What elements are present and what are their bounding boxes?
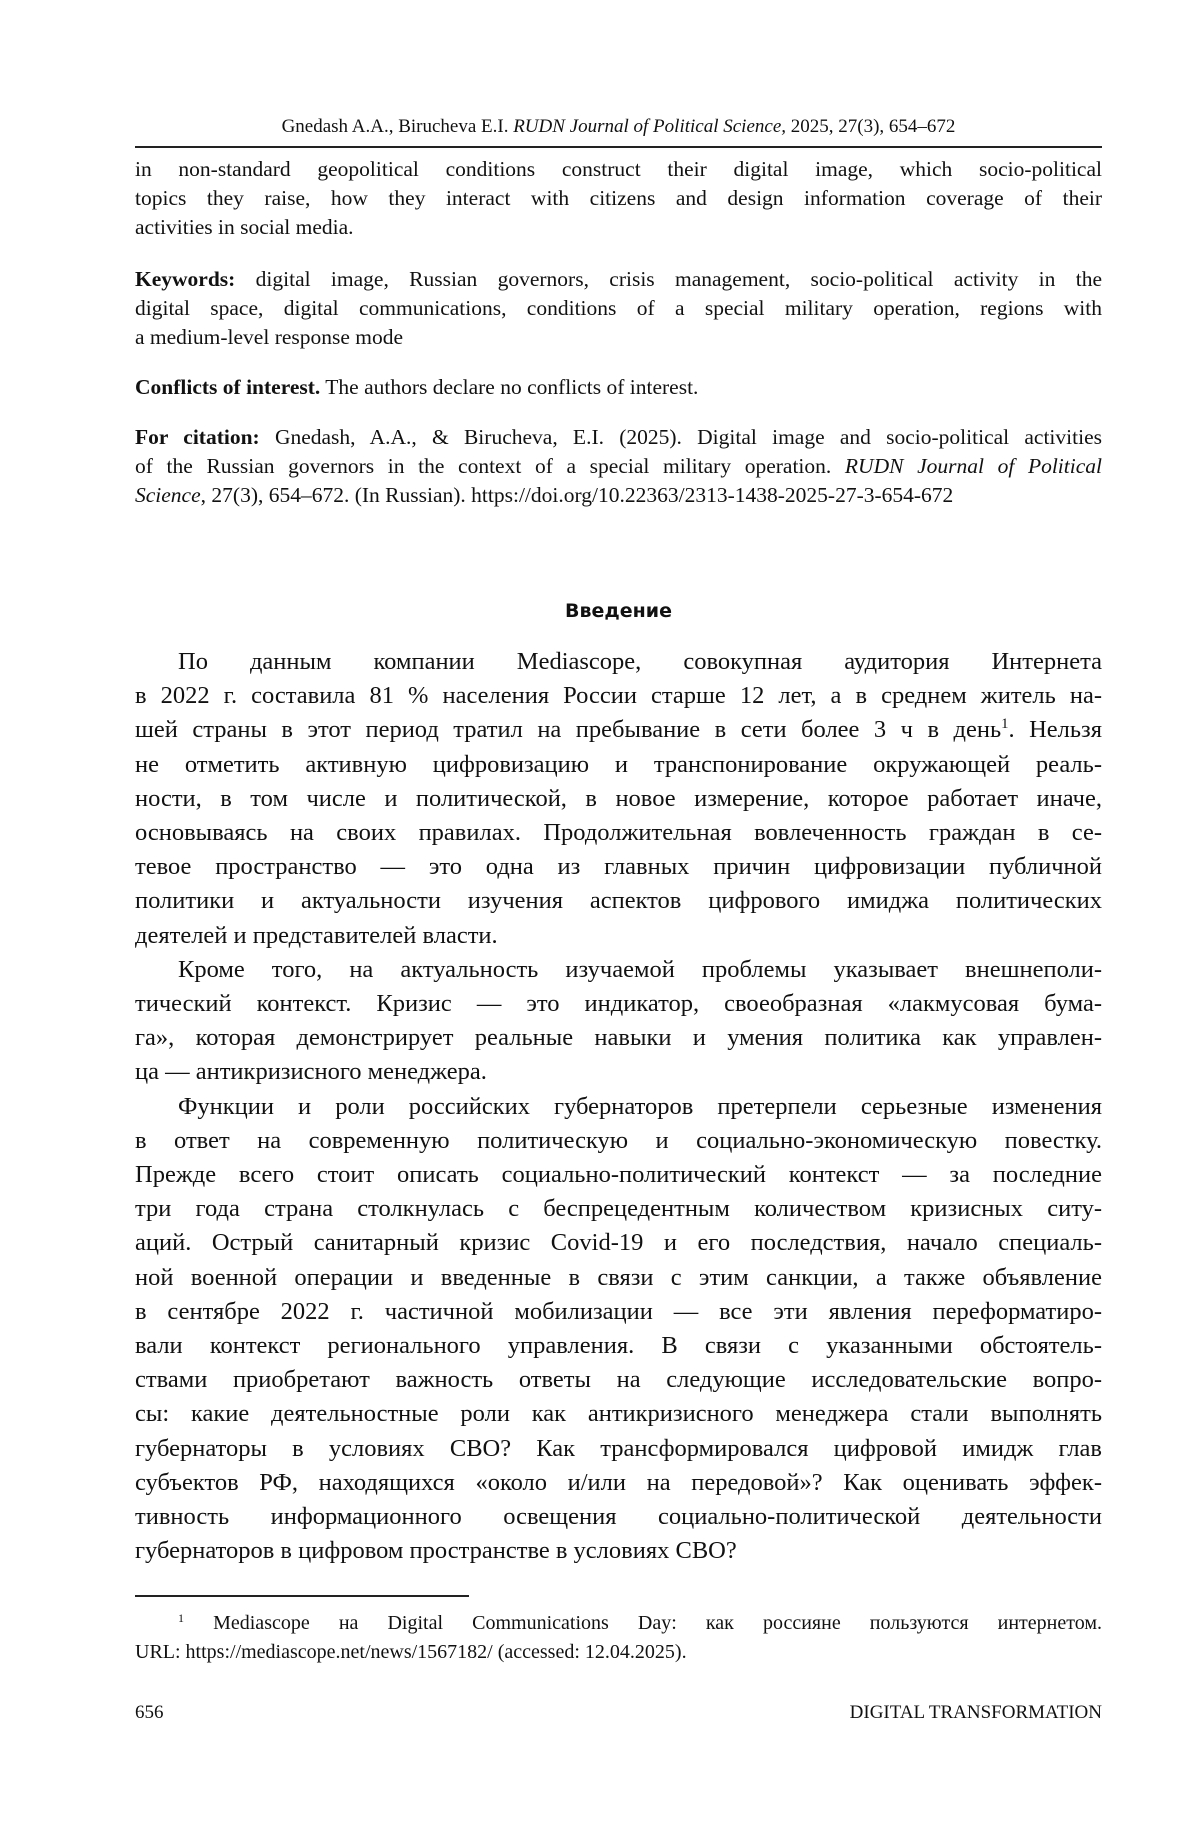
text-line [135,452,1102,481]
running-head [135,114,1102,140]
text-line [135,1329,1102,1363]
running-head-authors: Gnedash A.A., Birucheva E.I. [282,116,514,137]
text-run: digital space, digital communications, conditions of a special military operation, regions with [135,296,1102,320]
text-line [135,1432,1102,1466]
paragraph [135,645,1102,953]
abstract-continuation [135,155,1102,242]
text-line [135,987,1102,1021]
text-run: не отметить активную цифровизацию и транспонирование окружающей реаль- [135,751,1102,778]
text-line [135,850,1102,884]
text-line [135,645,1102,679]
text-run: ствами приобретают важность ответы на следующие исследовательские вопро- [135,1366,1102,1393]
keywords [135,265,1102,352]
footnote-marker: 1 [178,1611,184,1625]
text-line [135,1295,1102,1329]
text-run: ца — антикризисного менеджера. [135,1058,487,1085]
text-run: . Нельзя [1008,716,1102,743]
text-run: в сентябре 2022 г. частичной мобилизации — все эти явления переформатиро- [135,1298,1102,1325]
text-line [135,1226,1102,1260]
text-line [135,1534,1102,1568]
running-head-journal: RUDN Journal of Political Science, [513,116,786,137]
text-run: of the Russian governors in the context of a special military operation. [135,454,845,478]
text-line [135,1500,1102,1534]
italic-text: RUDN Journal of Political [845,454,1102,478]
text-run: деятелей и представителей власти. [135,922,498,949]
text-line [135,1192,1102,1226]
text-line [135,782,1102,816]
text-line [135,294,1102,323]
text-line [135,1466,1102,1500]
text-run: ности, в том числе и политической, в новое измерение, которое работает иначе, [135,785,1102,812]
text-line [135,184,1102,213]
italic-text: Science [135,483,201,507]
bold-label: Conflicts of interest. [135,375,320,399]
for-citation [135,423,1102,510]
text-run: субъектов РФ, находящихся «около и/или на передовой»? Как оценивать эффек- [135,1469,1102,1496]
text-run: в 2022 г. составила 81 % населения России старше 12 лет, а в среднем житель на- [135,682,1102,709]
section-heading: Введение [135,597,1102,625]
text-line [135,1090,1102,1124]
text-line [135,1055,1102,1089]
footnote-marker: 1 [1001,717,1008,733]
text-run: губернаторы в условиях СВО? Как трансформировался цифровой имидж глав [135,1435,1102,1462]
footnote-rule [135,1595,469,1597]
page-footer [135,1700,1102,1726]
bold-label: Keywords: [135,267,235,291]
text-run: Mediascope на Digital Communications Day: как россияне пользуются интернетом. [184,1612,1102,1634]
header-rule [135,146,1102,148]
text-line [135,423,1102,452]
conflicts-of-interest [135,373,1102,402]
text-run: тивность информационного освещения социально-политической деятельности [135,1503,1102,1530]
body-text [135,645,1102,1568]
text-line [135,1363,1102,1397]
text-run: activities in social media. [135,215,354,239]
text-line [135,919,1102,953]
text-run: три года страна столкнулась с беспрецедентным количеством кризисных ситу- [135,1195,1102,1222]
text-run: политики и актуальности изучения аспектов цифрового имиджа политических [135,887,1102,914]
paragraph [135,1090,1102,1569]
text-line [135,323,1102,352]
text-line [135,679,1102,713]
footnote [135,1609,1102,1667]
paragraph [135,953,1102,1090]
text-line [135,713,1102,747]
text-line [135,1124,1102,1158]
text-line [135,1261,1102,1295]
text-run: тевое пространство — это одна из главных причин цифровизации публичной [135,853,1102,880]
page-number: 656 [135,1700,164,1726]
text-line [135,884,1102,918]
text-run: The authors declare no conflicts of interest. [320,375,698,399]
text-run: основываясь на своих правилах. Продолжительная вовлеченность граждан в се- [135,819,1102,846]
text-line [135,213,1102,242]
text-run: По данным компании Mediascope, совокупная аудитория Интернета [178,648,1102,675]
text-run: шей страны в этот период тратил на пребывание в сети более 3 ч в день [135,716,1001,743]
text-run: сы: какие деятельностные роли как антикризисного менеджера стали выполнять [135,1400,1102,1427]
text-line [135,1021,1102,1055]
text-run: Функции и роли российских губернаторов претерпели серьезные изменения [178,1093,1102,1120]
text-run: a medium-level response mode [135,325,403,349]
text-run: тический контекст. Кризис — это индикатор, своеобразная «лакмусовая бума- [135,990,1102,1017]
text-line [135,1638,1102,1667]
text-run: Прежде всего стоит описать социально-политический контекст — за последние [135,1161,1102,1188]
text-run: topics they raise, how they interact with citizens and design information coverage of their [135,186,1102,210]
text-line [135,373,1102,402]
text-run: губернаторов в цифровом пространстве в условиях СВО? [135,1537,737,1564]
bold-label: For citation: [135,425,260,449]
text-line [135,265,1102,294]
text-run: URL: https://mediascope.net/news/1567182/ (accessed: 12.04.2025). [135,1641,687,1663]
text-line [135,816,1102,850]
text-run: Кроме того, на актуальность изучаемой проблемы указывает внешнеполи- [178,956,1102,983]
text-run: ной военной операции и введенные в связи с этим санкции, а также объявление [135,1264,1102,1291]
text-run: , 27(3), 654–672. (In Russian). https://doi.org/10.22363/2313-1438-2025-27-3-654-672 [201,483,954,507]
text-line [135,481,1102,510]
text-line [135,1158,1102,1192]
text-run: Gnedash, A.A., & Birucheva, E.I. (2025). Digital image and socio-political activities [260,425,1102,449]
text-line [135,155,1102,184]
text-run: аций. Острый санитарный кризис Covid-19 и его последствия, начало специаль- [135,1229,1102,1256]
text-run: in non-standard geopolitical conditions construct their digital image, which socio-political [135,157,1102,181]
text-run: вали контекст регионального управления. В связи с указанными обстоятель- [135,1332,1102,1359]
text-run: digital image, Russian governors, crisis management, socio-political activity in the [235,267,1102,291]
text-line [135,953,1102,987]
journal-section: DIGITAL TRANSFORMATION [850,1700,1102,1726]
text-run: га», которая демонстрирует реальные навыки и умения политика как управлен- [135,1024,1102,1051]
running-head-issue: 2025, 27(3), 654–672 [786,116,955,137]
text-line [135,1609,1102,1638]
text-run: в ответ на современную политическую и социально-экономическую повестку. [135,1127,1102,1154]
text-line [135,748,1102,782]
text-line [135,1397,1102,1431]
